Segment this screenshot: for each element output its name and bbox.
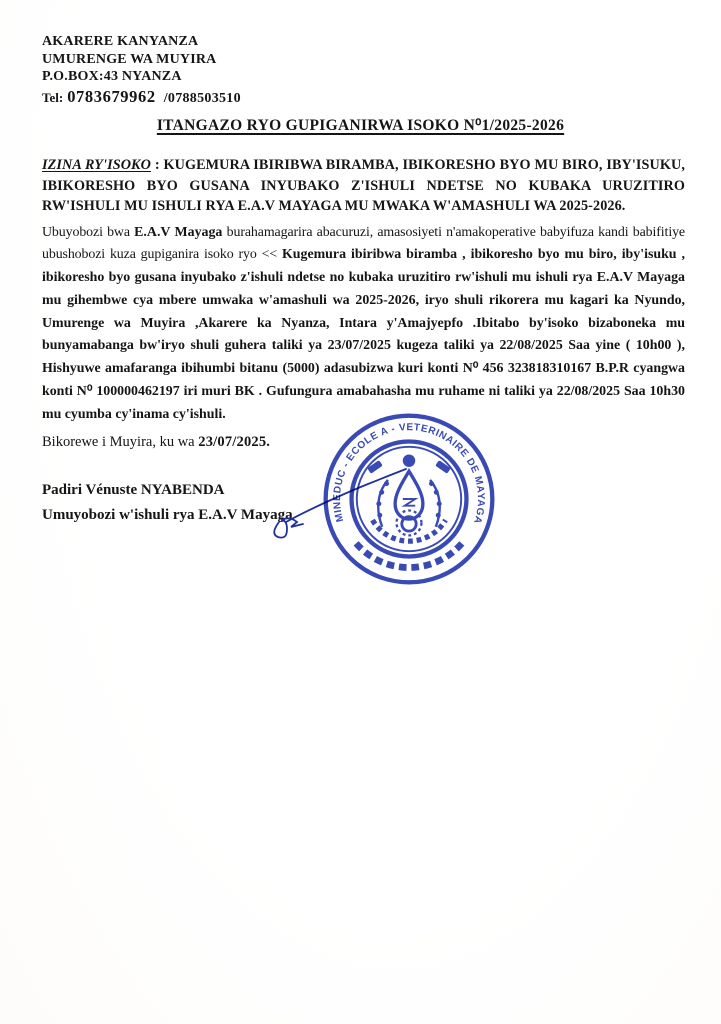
emblem-zigzag (403, 499, 415, 506)
dateline-date: 23/07/2025. (198, 433, 271, 450)
signer-name: Padiri Vénuste NYABENDA (42, 481, 225, 498)
subject-label: IZINA RY'ISOKO (42, 157, 151, 173)
telephone-line (42, 87, 241, 107)
body-seg-3: burahamagarira abacuruzi, amasosiyeti n'amakoperative babyifuza kandi babifitiye ubushobozi kuza gupiganira isoko ryo << (42, 224, 685, 263)
body-seg-4-tender-details: Kugemura ibiribwa biramba , ibikoresho byo mu biro, iby'isuku , ibikoresho byo gusana inyubako z'ishuli ndetse no kubaka uruzitiro rw'ishuli mu ishuli rya E.A.V Mayaga mu gihembwe cya mbere umwaka w'amashuli wa 2025-2026, iryo shuli rikorera mu kagari ka Nyundo, Umurenge wa Muyira ,Akarere ka Nyanza, Intara y'Amajyepfo .Ibitabo by'isoko bizaboneka mu bunyamabanga bw'iryo shuli guhera taliki ya 23/07/2025 kugeza taliki ya 22/08/2025 Saa yine ( 10h00 ), Hishyuwe amafaranga ibihumbi bitanu (5000) adasubizwa kuri konti N⁰ 456 323818310167 B.P.R cyangwa konti N⁰ 100000462197 iri muri BK . Gufungura amabahasha mu ruhame ni taliki ya 22/08/2025 Saa 10h30 mu cyumba cy'inama cy'ishuli. (42, 247, 685, 422)
body-paragraph (42, 222, 685, 427)
body-seg-2-school-name: E.A.V Mayaga (134, 224, 223, 240)
district-line: AKARERE KANYANZA (42, 34, 199, 49)
dateline-place: Bikorewe i Muyira, ku wa (42, 433, 199, 450)
tel-number-secondary: /0788503510 (163, 90, 241, 106)
body-seg-1: Ubuyobozi bwa (42, 224, 135, 240)
document-title-text: ITANGAZO RYO GUPIGANIRWA ISOKO N⁰1/2025-2026 (156, 117, 565, 134)
sector-line: UMURENGE WA MUYIRA (42, 51, 217, 67)
official-round-stamp (318, 408, 500, 590)
subject-paragraph (42, 155, 685, 217)
stamp-emblem (367, 454, 451, 535)
sender-address-block (42, 33, 241, 107)
document-title (0, 116, 721, 135)
pobox-line: P.O.BOX:43 NYANZA (42, 69, 182, 84)
subject-text: KUGEMURA IBIRIBWA BIRAMBA, IBIKORESHO BYO MU BIRO, IBY'ISUKU, IBIKORESHO BYO GUSANA INYUBAKO Z'ISHULI NDETSE NO KUBAKA URUZITIRO RW'ISHULI MU ISHULI RYA E.A.V MAYAGA MU MWAKA W'AMASHULI WA 2025-2026. (42, 157, 685, 214)
tel-label: Tel: (42, 89, 64, 105)
tel-number-primary: 0783679962 (67, 86, 156, 106)
subject-separator: : (150, 157, 164, 173)
emblem-drop-shape (395, 471, 423, 519)
emblem-sun-icon (403, 454, 415, 466)
stamp-arc-label: MINEDUC - ECOLE A - VETERINAIRE DE MAYAGA (331, 422, 487, 526)
signer-role: Umuyobozi w'ishuli rya E.A.V Mayaga (42, 506, 293, 523)
